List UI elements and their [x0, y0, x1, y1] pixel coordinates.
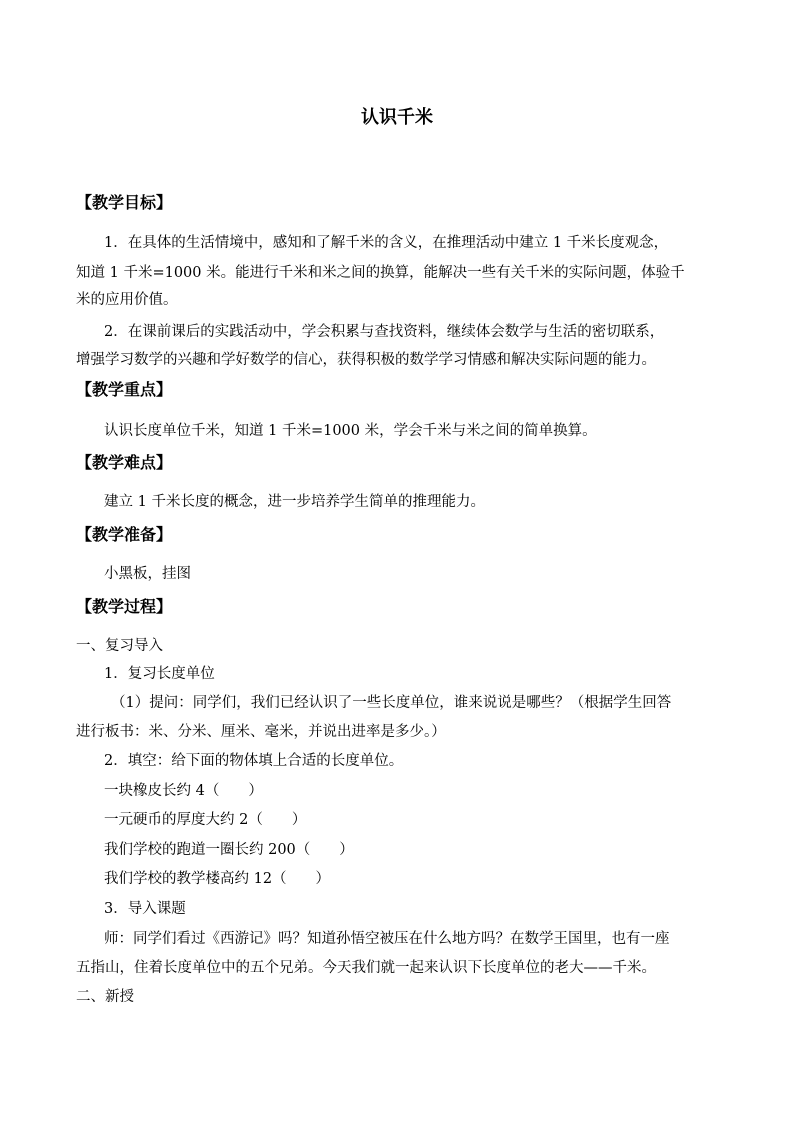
process-step1: 1．复习长度单位	[104, 666, 215, 682]
page-title: 认识千米	[361, 107, 433, 128]
process-question1-line1: （1）提问：同学们，我们已经认识了一些长度单位，谁来说说是哪些？（根据学生回答	[111, 695, 672, 711]
goals-p2-line1: 2．在课前课后的实践活动中，学会积累与查找资料，继续体会数学与生活的密切联系，	[104, 324, 665, 340]
fill-blank-2: 一元硬币的厚度大约 2（ ）	[104, 812, 307, 828]
process-step3: 3．导入课题	[104, 901, 186, 917]
process-part2: 二、新授	[76, 989, 134, 1005]
goals-heading: 【教学目标】	[76, 193, 173, 212]
fill-blank-4: 我们学校的教学楼高约 12（ ）	[104, 871, 331, 887]
preparation-heading: 【教学准备】	[76, 525, 173, 544]
fill-blank-1: 一块橡皮长约 4（ ）	[104, 783, 263, 799]
key-points-heading: 【教学重点】	[76, 380, 173, 399]
key-points-text: 认识长度单位千米，知道 1 千米=1000 米，学会千米与米之间的简单换算。	[104, 423, 597, 439]
process-heading: 【教学过程】	[76, 597, 173, 616]
goals-p1-line1: 1．在具体的生活情境中，感知和了解千米的含义，在推理活动中建立 1 千米长度观念，	[104, 235, 669, 251]
preparation-text: 小黑板，挂图	[104, 566, 191, 582]
goals-p1-line3: 米的应用价值。	[76, 292, 178, 308]
process-part1: 一、复习导入	[76, 638, 163, 654]
process-question1-line2: 进行板书：米、分米、厘米、毫米，并说出进率是多少。）	[76, 724, 446, 740]
teacher-line2: 五指山，住着长度单位中的五个兄弟。今天我们就一起来认识下长度单位的老大——千米。	[76, 960, 656, 976]
difficulties-heading: 【教学难点】	[76, 453, 173, 472]
process-step2: 2．填空：给下面的物体填上合适的长度单位。	[104, 753, 404, 769]
goals-p1-line2: 知道 1 千米=1000 米。能进行千米和米之间的换算，能解决一些有关千米的实际问题，体验千	[76, 265, 685, 281]
difficulties-text: 建立 1 千米长度的概念，进一步培养学生简单的推理能力。	[104, 494, 485, 510]
fill-blank-3: 我们学校的跑道一圈长约 200（ ）	[104, 842, 354, 858]
teacher-line1: 师：同学们看过《西游记》吗？知道孙悟空被压在什么地方吗？在数学王国里，也有一座	[104, 931, 670, 947]
goals-p2-line2: 增强学习数学的兴趣和学好数学的信心，获得积极的数学学习情感和解决实际问题的能力。	[76, 352, 656, 368]
